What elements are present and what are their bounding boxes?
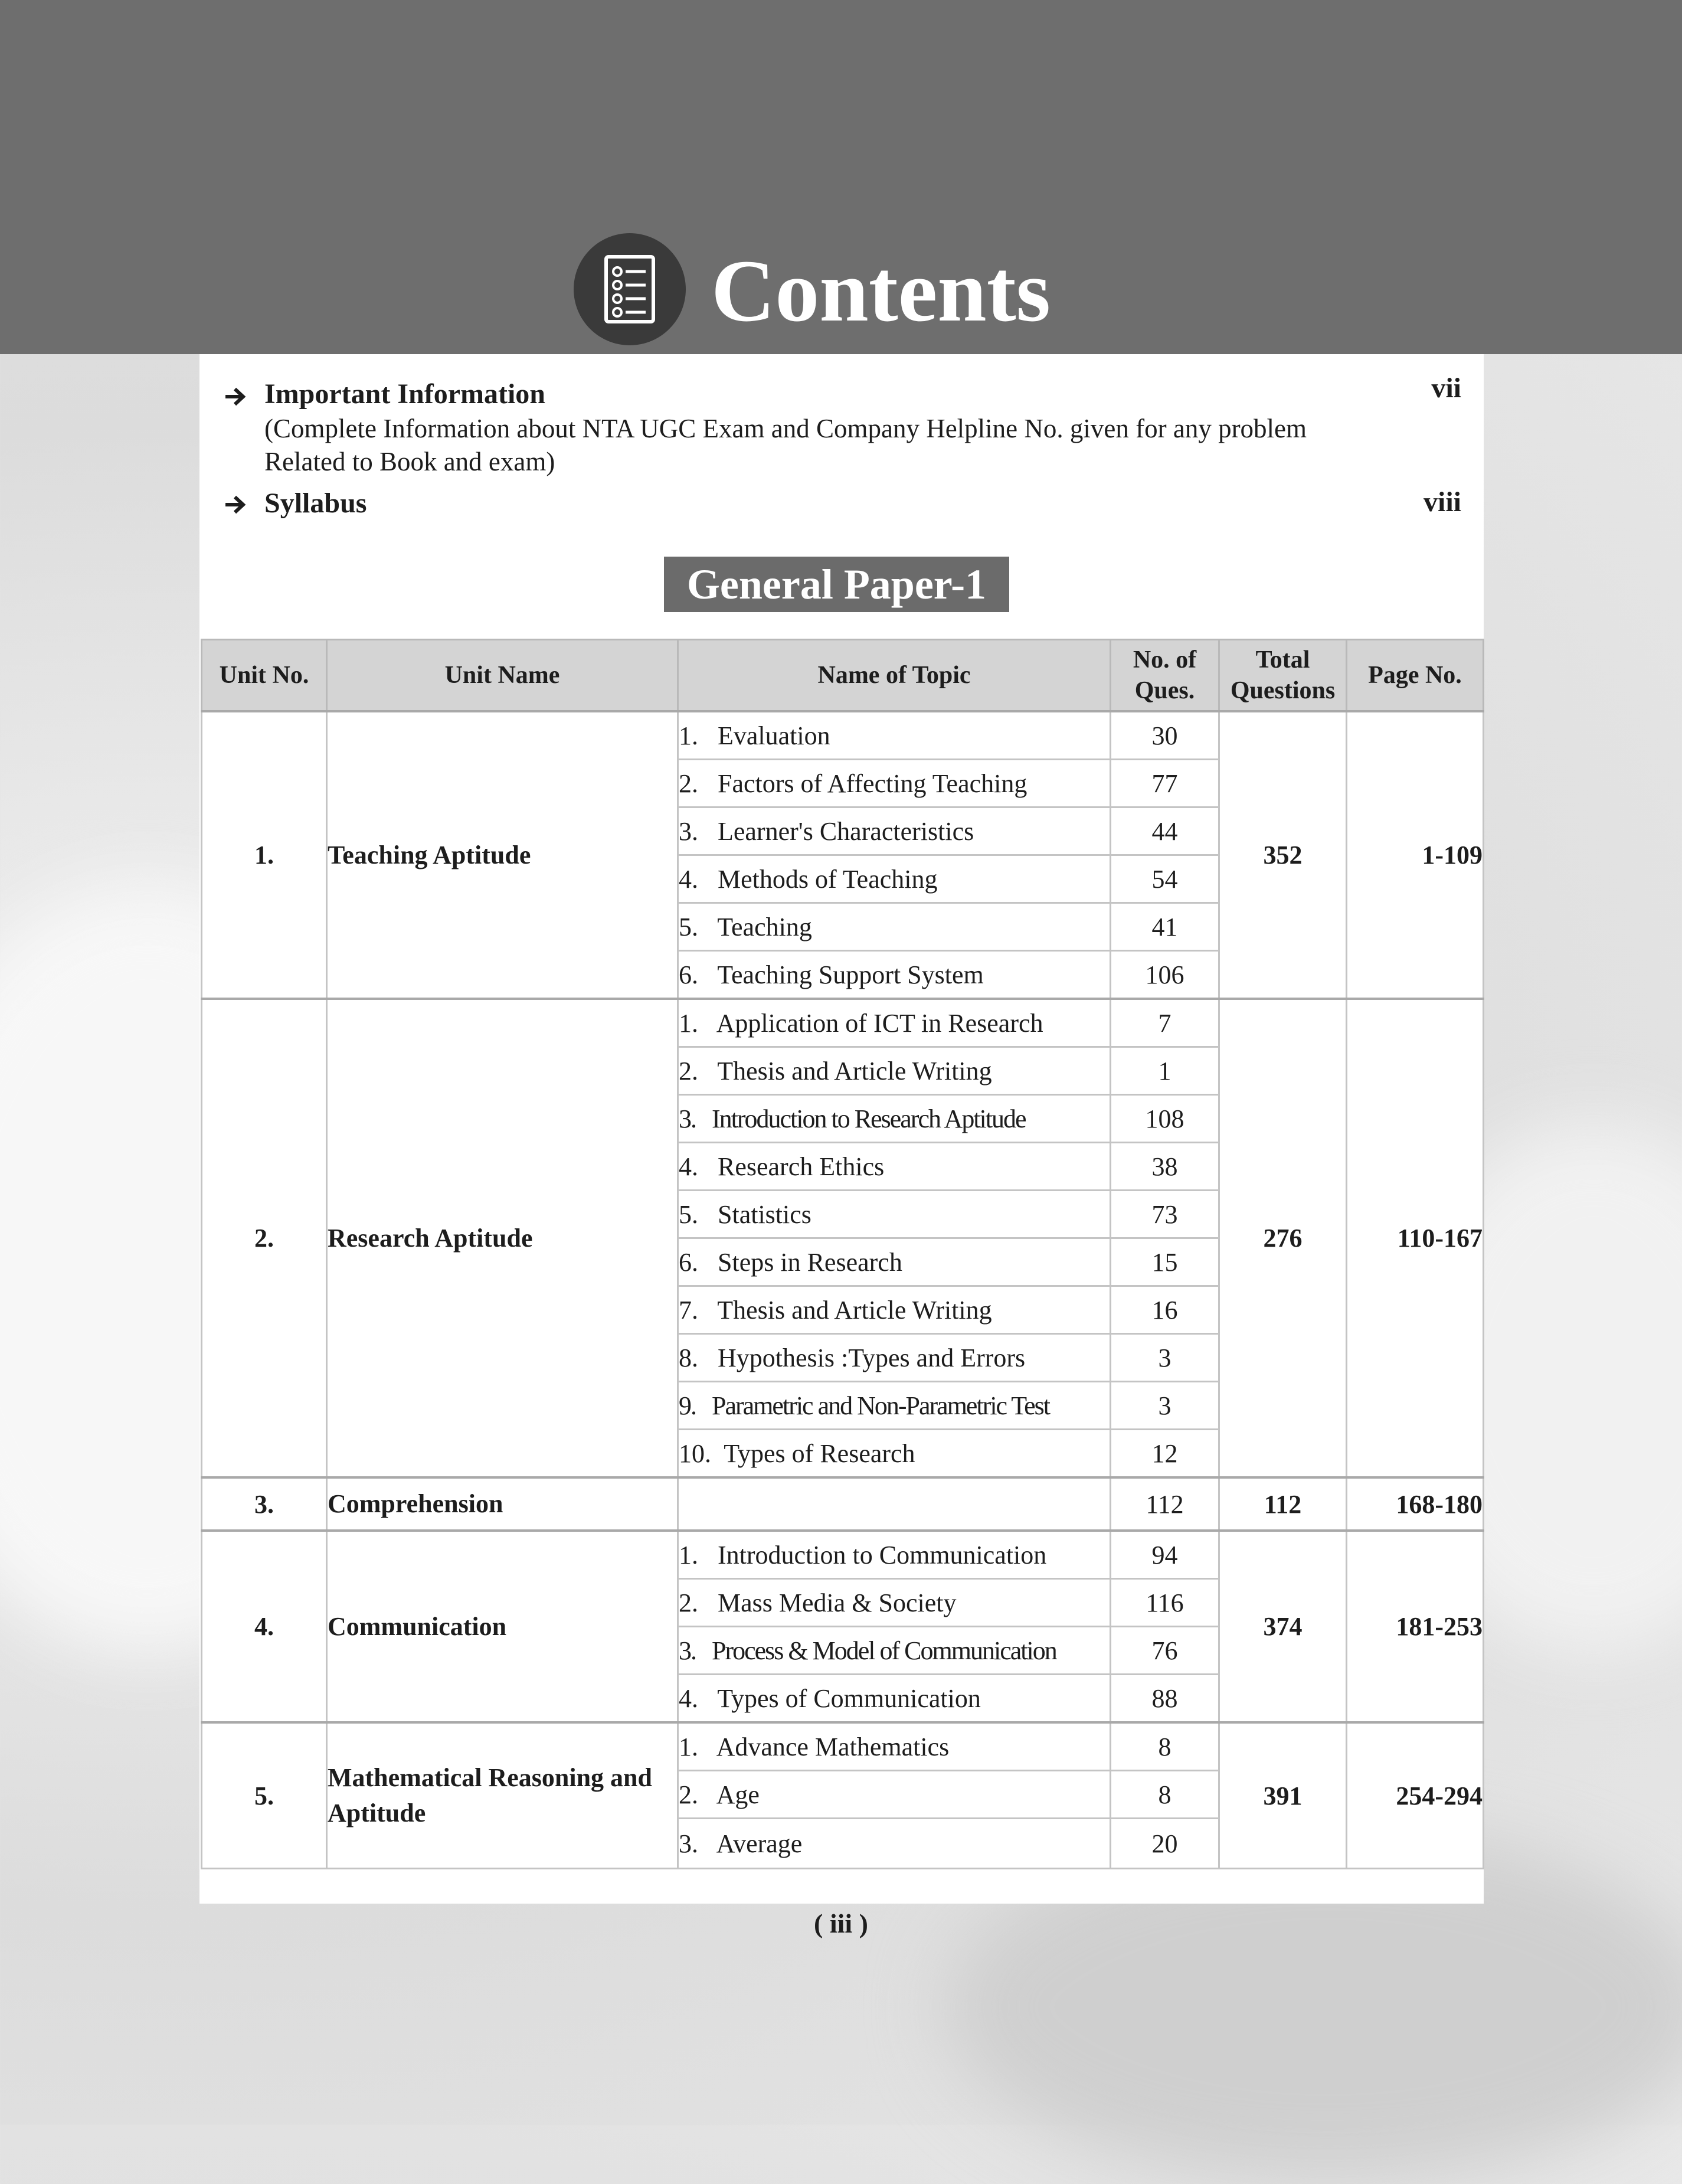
topic-name: 2. Thesis and Article Writing bbox=[678, 1047, 1111, 1095]
question-count: 116 bbox=[1111, 1579, 1219, 1627]
info-title: Syllabus bbox=[264, 488, 367, 519]
topic-name: 6. Teaching Support System bbox=[678, 951, 1111, 999]
info-description: (Complete Information about NTA UGC Exam and Company Helpline No. given for any problem Related to Book and exam) bbox=[264, 414, 1307, 476]
table-row[interactable] bbox=[202, 1477, 1484, 1531]
question-count: 30 bbox=[1111, 711, 1219, 760]
question-count: 20 bbox=[1111, 1819, 1219, 1869]
question-count: 44 bbox=[1111, 807, 1219, 855]
total-questions: 112 bbox=[1219, 1477, 1347, 1531]
info-page-number: viii bbox=[1423, 486, 1461, 518]
question-count: 38 bbox=[1111, 1143, 1219, 1191]
question-count: 94 bbox=[1111, 1531, 1219, 1579]
topic-name bbox=[678, 1477, 1111, 1531]
header-unit-name: Unit Name bbox=[327, 640, 678, 712]
unit-number: 2. bbox=[202, 999, 327, 1477]
page-title: Contents bbox=[711, 242, 1051, 340]
info-item-syllabus[interactable] bbox=[199, 487, 1484, 528]
question-count: 106 bbox=[1111, 951, 1219, 999]
table-row[interactable] bbox=[202, 1722, 1484, 1771]
unit-number: 5. bbox=[202, 1722, 327, 1869]
unit-number: 3. bbox=[202, 1477, 327, 1531]
topic-name: 2. Age bbox=[678, 1771, 1111, 1819]
page-range: 110-167 bbox=[1347, 999, 1484, 1477]
topic-name: 9. Parametric and Non-Parametric Test bbox=[678, 1382, 1111, 1430]
question-count: 73 bbox=[1111, 1191, 1219, 1238]
total-questions: 352 bbox=[1219, 711, 1347, 999]
question-count: 41 bbox=[1111, 903, 1219, 951]
question-count: 88 bbox=[1111, 1675, 1219, 1723]
topic-name: 2. Factors of Affecting Teaching bbox=[678, 760, 1111, 807]
topic-name: 3. Process & Model of Communication bbox=[678, 1627, 1111, 1675]
table-header-row bbox=[202, 640, 1484, 712]
page-range: 181-253 bbox=[1347, 1531, 1484, 1722]
total-questions: 391 bbox=[1219, 1722, 1347, 1869]
unit-number: 4. bbox=[202, 1531, 327, 1722]
question-count: 15 bbox=[1111, 1238, 1219, 1286]
unit-name: Mathematical Reasoning and Aptitude bbox=[327, 1722, 678, 1869]
question-count: 1 bbox=[1111, 1047, 1219, 1095]
checklist-icon bbox=[574, 233, 686, 345]
topic-name: 5. Teaching bbox=[678, 903, 1111, 951]
page-range: 1-109 bbox=[1347, 711, 1484, 999]
unit-name: Teaching Aptitude bbox=[327, 711, 678, 999]
topic-name: 1. Evaluation bbox=[678, 711, 1111, 760]
unit-name: Research Aptitude bbox=[327, 999, 678, 1477]
arrow-right-icon bbox=[223, 492, 249, 518]
topic-name: 8. Hypothesis :Types and Errors bbox=[678, 1334, 1111, 1382]
topic-name: 1. Application of ICT in Research bbox=[678, 999, 1111, 1047]
page-number: ( iii ) bbox=[814, 1908, 868, 1938]
question-count: 16 bbox=[1111, 1286, 1219, 1334]
question-count: 3 bbox=[1111, 1334, 1219, 1382]
question-count: 3 bbox=[1111, 1382, 1219, 1430]
unit-number: 1. bbox=[202, 711, 327, 999]
header-band bbox=[0, 0, 1682, 354]
topic-name: 1. Advance Mathematics bbox=[678, 1722, 1111, 1771]
table-row[interactable] bbox=[202, 1531, 1484, 1579]
section-title: General Paper-1 bbox=[664, 557, 1009, 612]
question-count: 8 bbox=[1111, 1722, 1219, 1771]
page-range: 168-180 bbox=[1347, 1477, 1484, 1531]
topic-name: 6. Steps in Research bbox=[678, 1238, 1111, 1286]
topic-name: 1. Introduction to Communication bbox=[678, 1531, 1111, 1579]
header-ques: No. of Ques. bbox=[1111, 640, 1219, 712]
info-title: Important Information bbox=[264, 378, 545, 410]
question-count: 77 bbox=[1111, 760, 1219, 807]
topic-name: 7. Thesis and Article Writing bbox=[678, 1286, 1111, 1334]
info-item-important[interactable] bbox=[199, 372, 1484, 496]
question-count: 112 bbox=[1111, 1477, 1219, 1531]
topic-name: 5. Statistics bbox=[678, 1191, 1111, 1238]
header-unit-no: Unit No. bbox=[202, 640, 327, 712]
info-page-number: vii bbox=[1431, 372, 1461, 404]
header-total: Total Questions bbox=[1219, 640, 1347, 712]
question-count: 108 bbox=[1111, 1095, 1219, 1143]
total-questions: 276 bbox=[1219, 999, 1347, 1477]
topic-name: 3. Learner's Characteristics bbox=[678, 807, 1111, 855]
header-topic: Name of Topic bbox=[678, 640, 1111, 712]
topic-name: 4. Types of Communication bbox=[678, 1675, 1111, 1723]
contents-panel bbox=[199, 354, 1484, 1904]
question-count: 12 bbox=[1111, 1430, 1219, 1478]
topic-name: 3. Average bbox=[678, 1819, 1111, 1869]
unit-name: Comprehension bbox=[327, 1477, 678, 1531]
topic-name: 3. Introduction to Research Aptitude bbox=[678, 1095, 1111, 1143]
page-range: 254-294 bbox=[1347, 1722, 1484, 1869]
table-row[interactable] bbox=[202, 999, 1484, 1047]
question-count: 7 bbox=[1111, 999, 1219, 1047]
topic-name: 4. Research Ethics bbox=[678, 1143, 1111, 1191]
arrow-right-icon bbox=[223, 384, 249, 410]
question-count: 76 bbox=[1111, 1627, 1219, 1675]
topic-name: 10. Types of Research bbox=[678, 1430, 1111, 1478]
total-questions: 374 bbox=[1219, 1531, 1347, 1722]
contents-table bbox=[201, 639, 1484, 1869]
question-count: 8 bbox=[1111, 1771, 1219, 1819]
question-count: 54 bbox=[1111, 855, 1219, 903]
table-row[interactable] bbox=[202, 711, 1484, 760]
topic-name: 2. Mass Media & Society bbox=[678, 1579, 1111, 1627]
header-page: Page No. bbox=[1347, 640, 1484, 712]
unit-name: Communication bbox=[327, 1531, 678, 1722]
topic-name: 4. Methods of Teaching bbox=[678, 855, 1111, 903]
